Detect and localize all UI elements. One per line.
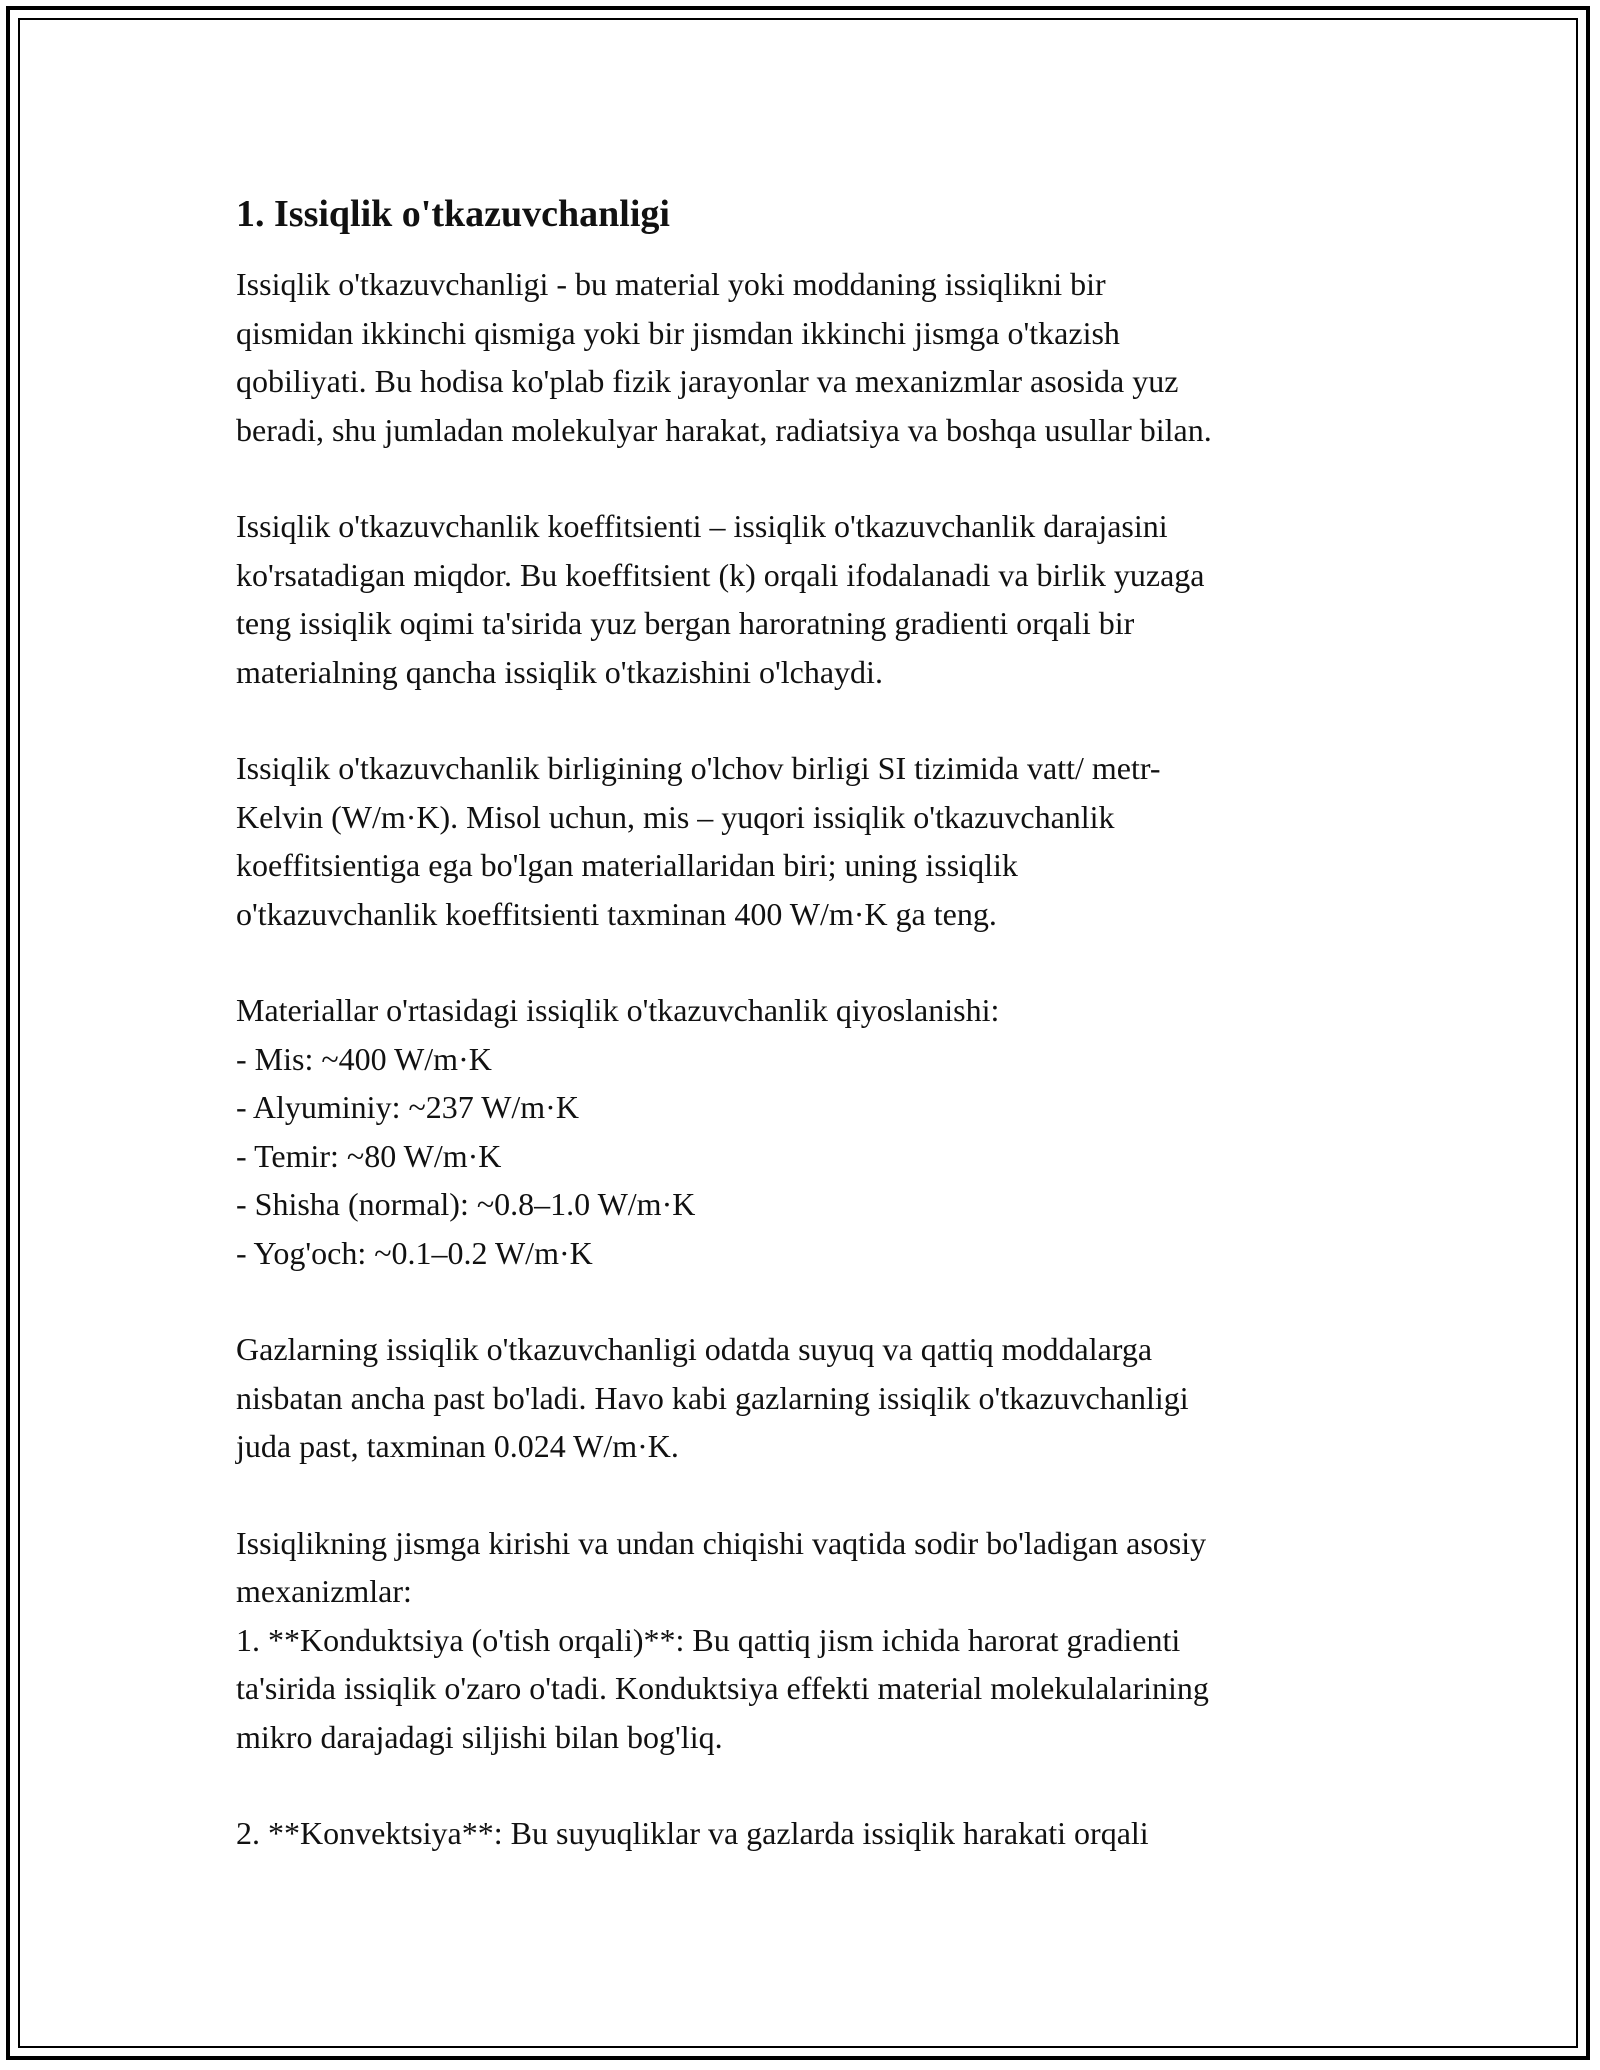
text-line: materialning qancha issiqlik o'tkazishini o'lchaydi.: [236, 653, 883, 690]
text-line: 1. **Konduktsiya (o'tish orqali)**: Bu qattiq jism ichida harorat gradienti: [236, 1621, 1181, 1658]
text-line: koeffitsientiga ega bo'lgan materiallaridan biri; uning issiqlik: [236, 847, 1018, 883]
paragraph-units: [236, 744, 1376, 938]
text-line: Issiqlik o'tkazuvchanlik birligining o'lchov birligi SI tizimida vatt/ metr-: [236, 750, 1161, 786]
text-line: mexanizmlar:: [236, 1573, 412, 1609]
text-line: Kelvin (W/m·K). Misol uchun, mis – yuqori issiqlik o'tkazuvchanlik: [236, 798, 1115, 835]
text-line: o'tkazuvchanlik koeffitsienti taxminan 400 W/m·K ga teng.: [236, 895, 997, 932]
paragraph-coefficient: [236, 502, 1376, 696]
text-line: juda past, taxminan 0.024 W/m·K.: [236, 1428, 679, 1464]
text-line: ko'rsatadigan miqdor. Bu koeffitsient (k) orqali ifodalanadi va birlik yuzaga: [236, 556, 1205, 593]
text-line: teng issiqlik oqimi ta'sirida yuz bergan haroratning gradienti orqali bir: [236, 605, 1135, 641]
paragraph-comparison-list: [236, 986, 1376, 1277]
paragraph-gases: [236, 1325, 1376, 1471]
text-line: Issiqlikning jismga kirishi va undan chiqishi vaqtida sodir bo'ladigan asosiy: [236, 1524, 1207, 1561]
text-line: qobiliyati. Bu hodisa ko'plab fizik jarayonlar va mexanizmlar asosida yuz: [236, 363, 1179, 399]
text-line: Gazlarning issiqlik o'tkazuvchanligi odatda suyuq va qattiq moddalarga: [236, 1331, 1153, 1367]
text-line: nisbatan ancha past bo'ladi. Havo kabi gazlarning issiqlik o'tkazuvchanligi: [236, 1379, 1189, 1416]
text-line: 2. **Konvektsiya**: Bu suyuqliklar va gazlarda issiqlik harakati orqali: [236, 1815, 1149, 1851]
text-line: Issiqlik o'tkazuvchanligi - bu material yoki moddaning issiqlikni bir: [236, 266, 1106, 302]
text-line: Issiqlik o'tkazuvchanlik koeffitsienti – issiqlik o'tkazuvchanlik darajasini: [236, 508, 1168, 544]
paragraph-convection: [236, 1809, 1376, 1858]
section-heading: 1. Issiqlik o'tkazuvchanligi: [236, 193, 670, 235]
list-item: - Temir: ~80 W/m·K: [236, 1137, 502, 1174]
paragraph-mechanisms: [236, 1519, 1376, 1762]
list-item: - Mis: ~400 W/m·K: [236, 1040, 492, 1077]
list-item: - Yog'och: ~0.1–0.2 W/m·K: [236, 1234, 593, 1271]
document-body: [236, 186, 1376, 1906]
text-line: mikro darajadagi siljishi bilan bog'liq.: [236, 1718, 723, 1755]
list-intro: Materiallar o'rtasidagi issiqlik o'tkazuvchanlik qiyoslanishi:: [236, 992, 1000, 1028]
paragraph-definition: [236, 260, 1376, 454]
list-item: - Alyuminiy: ~237 W/m·K: [236, 1089, 579, 1125]
list-item: - Shisha (normal): ~0.8–1.0 W/m·K: [236, 1186, 696, 1222]
text-line: beradi, shu jumladan molekulyar harakat, radiatsiya va boshqa usullar bilan.: [236, 411, 1212, 448]
text-line: ta'sirida issiqlik o'zaro o'tadi. Konduktsiya effekti material molekulalarining: [236, 1670, 1209, 1706]
text-line: qismidan ikkinchi qismiga yoki bir jismdan ikkinchi jismga o'tkazish: [236, 314, 1120, 351]
